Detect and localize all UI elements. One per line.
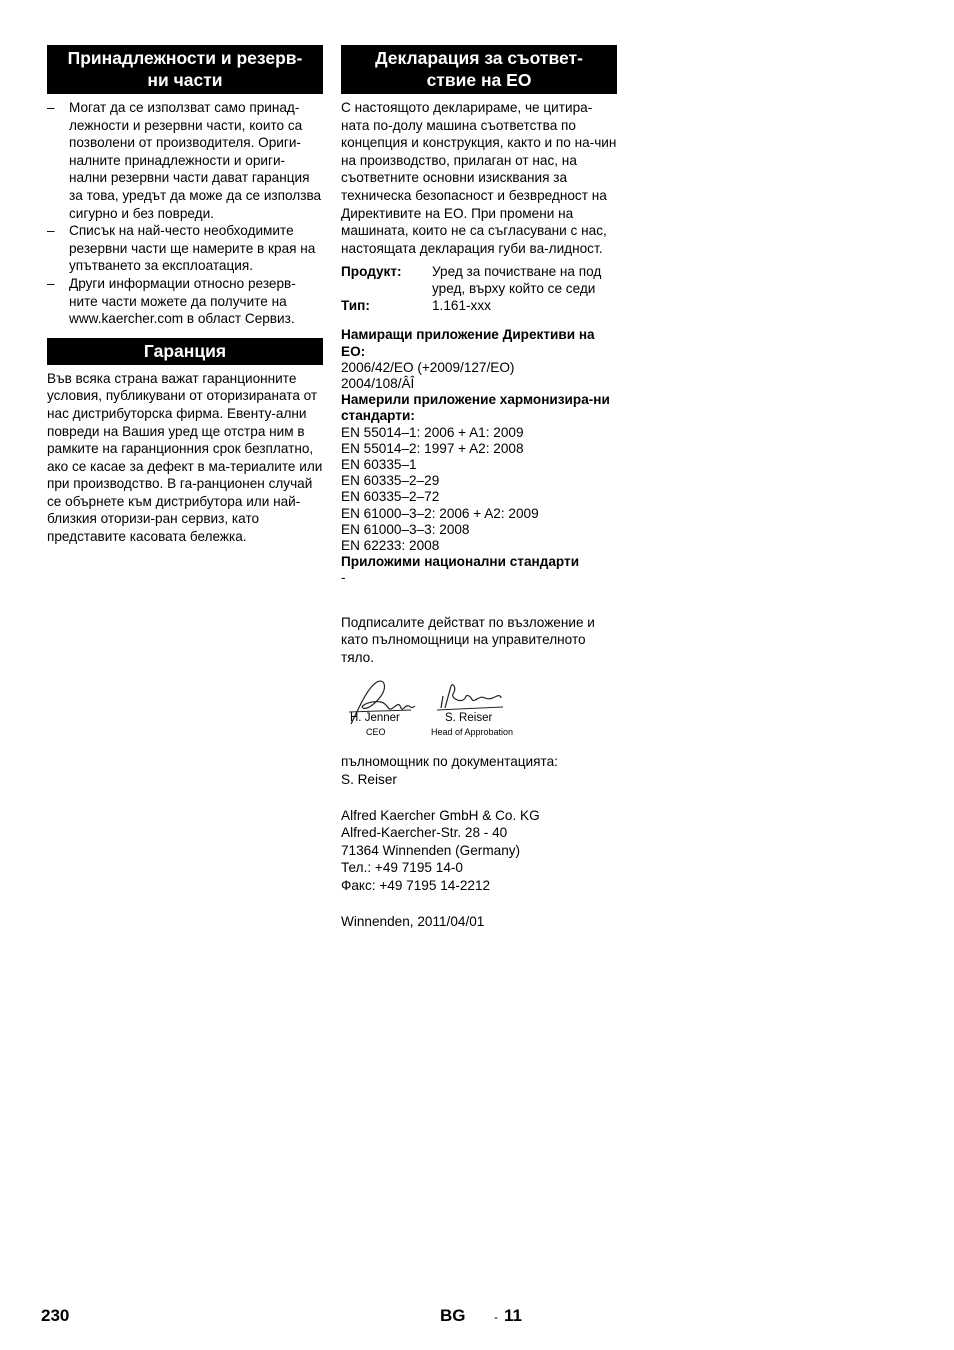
- declaration-heading: [341, 45, 617, 94]
- accessories-item-text: Други информации относно резерв-ните части можете да получите на www.kaercher.com в област Сервиз.: [69, 275, 296, 327]
- list-item: [47, 275, 323, 328]
- standard-line: EN 61000–3–2: 2006 + A2: 2009: [341, 505, 539, 521]
- doc-rep-label: пълномощник по документацията:: [341, 754, 558, 770]
- standard-line: EN 60335–1: [341, 456, 417, 472]
- national-standards-heading: Приложими национални стандарти: [341, 554, 580, 570]
- signer-1-name: H. Jenner: [350, 712, 400, 725]
- table-row: [341, 297, 617, 314]
- dash-bullet: –: [47, 223, 55, 239]
- documentation-representative: [341, 753, 617, 788]
- product-value: Уред за почистване на под уред, върху който се седи: [432, 264, 602, 297]
- declaration-intro: С настоящото декларираме, че цитира-ната по-долу машина съответства по концепция и конструкция, както и по на-чин на производство, прилаган от нас, на съответните основни изисквания за техническа безопасност и безвредност на Директивите на ЕО. При промени на машината, които не са съгласувани с нас, настоящата декларация губи ва-лидност.: [341, 100, 617, 256]
- signer-2-name: S. Reiser: [445, 712, 493, 725]
- signer-1-role: CEO: [366, 727, 386, 738]
- page-number: 230: [41, 1306, 70, 1325]
- product-label: Продукт:: [341, 264, 402, 280]
- address-line: 71364 Winnenden (Germany): [341, 842, 521, 858]
- warranty-heading: [47, 338, 323, 365]
- footer-separator: -: [494, 1310, 498, 1324]
- signature-block: [341, 678, 617, 753]
- language-code: BG: [440, 1306, 466, 1325]
- standard-line: EN 60335–2–72: [341, 489, 440, 505]
- dash-bullet: –: [47, 275, 55, 291]
- table-row: [341, 263, 617, 297]
- accessories-heading-line2: ни части: [147, 70, 223, 90]
- accessories-heading-line1: Принадлежности и резерв-: [67, 48, 303, 68]
- standard-line: EN 61000–3–3: 2008: [341, 521, 470, 537]
- address-line: Факс: +49 7195 14-2212: [341, 877, 491, 893]
- warranty-text: Във всяка страна важат гаранционните условия, публикувани от оторизираната от нас дистрибуторска фирма. Евенту-ални повреди на Вашия уред ще отстра ним в рамките на гаранционния срок безплатно, ако се касае за дефект в ма-териалите или при производство. В га-ранционен случай се обърнете към дистрибутора или най-близкия оторизи-ран сервиз, като представите касовата бележка.: [47, 370, 323, 545]
- product-table: [341, 263, 617, 314]
- standards-heading: Намерили приложение хармонизира-ни стандарти:: [341, 392, 610, 424]
- right-column: [341, 45, 617, 930]
- type-value: 1.161-xxx: [432, 298, 491, 314]
- accessories-list: [47, 99, 323, 328]
- directive-line: 2006/42/EO (+2009/127/EO): [341, 359, 515, 375]
- standard-line: EN 55014–1: 2006 + A1: 2009: [341, 424, 524, 440]
- directives-heading: Намиращи приложение Директиви на ЕО:: [341, 327, 595, 359]
- signer-2-role: Head of Approbation: [431, 727, 514, 738]
- accessories-heading: [47, 45, 323, 94]
- national-standards-value: -: [341, 570, 346, 586]
- warranty-heading-text: Гаранция: [143, 340, 227, 361]
- accessories-item-text: Списък на най-често необходимите резервни части ще намерите в края на упътването за експлоатация.: [69, 223, 316, 274]
- list-item: [47, 99, 323, 222]
- place-date: Winnenden, 2011/04/01: [341, 913, 485, 929]
- standard-line: EN 55014–2: 1997 + A2: 2008: [341, 440, 524, 456]
- directive-line: 2004/108/ÂÎ: [341, 375, 415, 391]
- accessories-item-text: Могат да се използват само принад-лежности и резервни части, които са позволени от производителя. Ориги-налните принадлежности и ориги-нални резервни части дават гаранция за това, уредът да може да се използва сигурно и без повреди.: [69, 100, 322, 221]
- address-line: Alfred-Kaercher-Str. 28 - 40: [341, 825, 508, 841]
- doc-rep-name: S. Reiser: [341, 771, 397, 787]
- section-page-number: 11: [504, 1306, 522, 1325]
- standard-line: EN 62233: 2008: [341, 537, 440, 553]
- signatories-text: Подписалите действат по възложение и като пълномощници на управителното тяло.: [341, 614, 595, 665]
- address-line: Alfred Kaercher GmbH & Co. KG: [341, 807, 540, 823]
- left-column: [47, 45, 323, 546]
- address-line: Тел.: +49 7195 14-0: [341, 860, 463, 876]
- declaration-heading-line1: Декларация за съответ-: [375, 48, 583, 68]
- declaration-heading-line2: ствие на ЕО: [426, 70, 532, 90]
- type-label: Тип:: [341, 298, 370, 314]
- directives-block: [341, 327, 617, 586]
- company-address: [341, 807, 617, 895]
- list-item: [47, 222, 323, 275]
- dash-bullet: –: [47, 100, 55, 115]
- standard-line: EN 60335–2–29: [341, 473, 440, 489]
